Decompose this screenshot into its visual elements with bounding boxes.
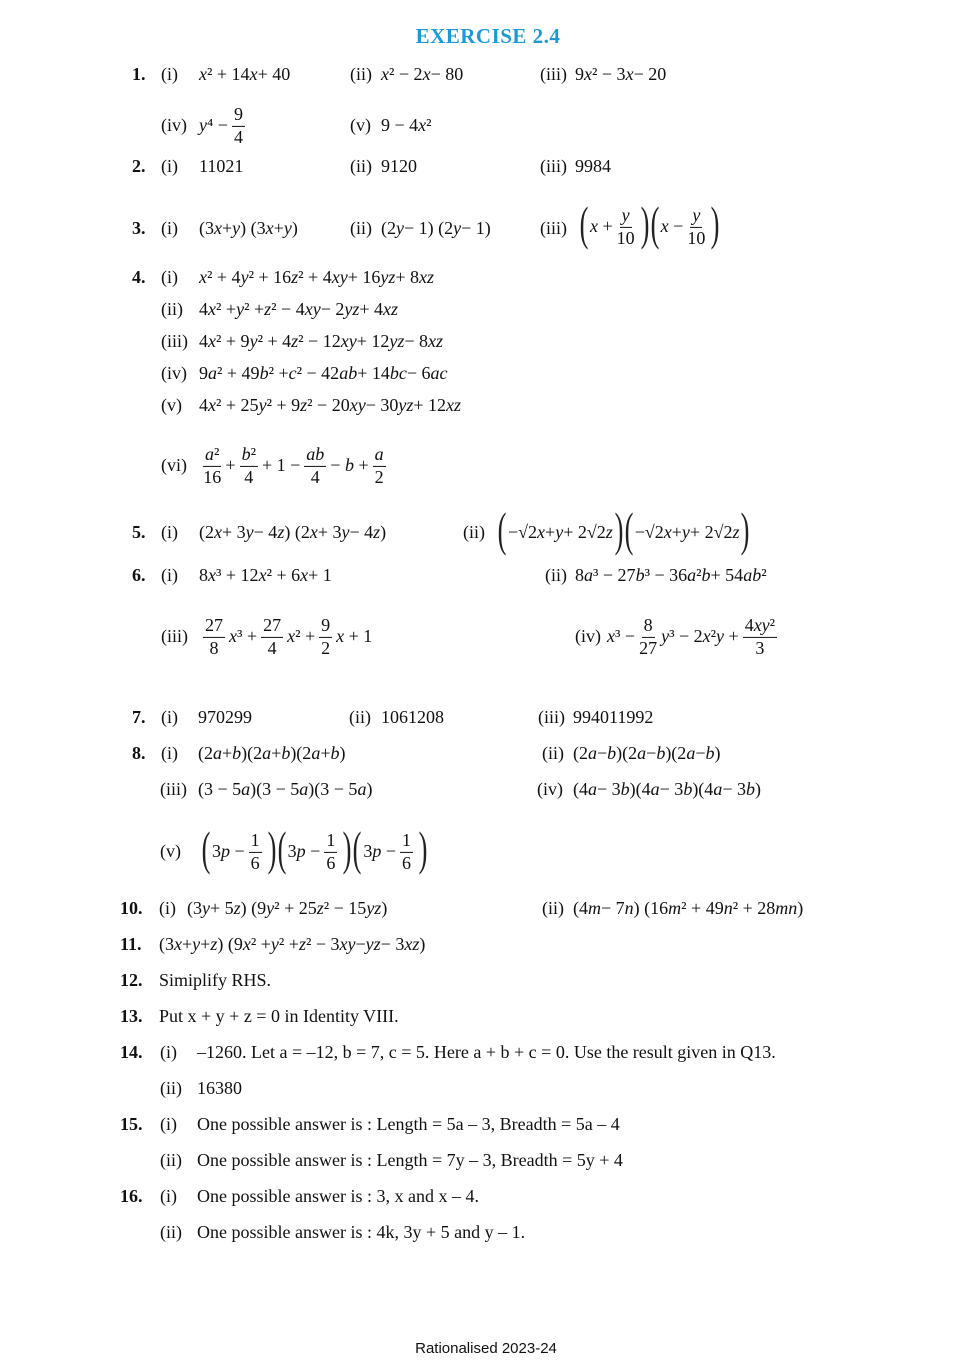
answer-expression: 4 x ² + 9 y ² + 4 z ² − 12 xy + 12 yz − 8 xz xyxy=(199,331,443,352)
factor xyxy=(202,830,276,874)
factor xyxy=(580,205,649,249)
part-label: (iv) xyxy=(575,626,601,647)
fraction xyxy=(319,615,332,659)
denominator: 6 xyxy=(250,852,260,873)
numerator: 8 xyxy=(642,615,655,638)
fraction xyxy=(240,444,258,488)
exercise-title: EXERCISE 2.4 xyxy=(415,24,561,48)
fraction xyxy=(617,205,635,249)
operator: − b + xyxy=(330,455,369,476)
answer-expression: 1061208 xyxy=(381,707,444,728)
part-label: (ii) xyxy=(160,1078,182,1099)
answer-expression: (3 x + y + z ) (9 x ² + y ² + z ² − 3 xy − yz − 3 xz ) xyxy=(159,934,426,955)
fraction xyxy=(400,830,413,874)
expr-text: ( x + xyxy=(590,216,613,237)
question-number: 10. xyxy=(120,898,143,919)
answer-expression: 9984 xyxy=(575,156,611,177)
answer-expression: 8 x ³ + 12 x ² + 6 x + 1 xyxy=(199,565,332,586)
part-label: (i) xyxy=(159,898,176,919)
answer-text: One possible answer is : Length = 5a – 3, Breadth = 5a – 4 xyxy=(197,1114,620,1135)
part-label: (ii) xyxy=(350,64,372,85)
question-number: 7. xyxy=(132,707,146,728)
answer-expression: 4 x ² + y ² + z ² − 4 xy − 2 yz + 4 xz xyxy=(199,299,398,320)
part-label: (i) xyxy=(160,1042,177,1063)
denominator: 10 xyxy=(687,227,706,248)
answer-expression: 970299 xyxy=(198,707,252,728)
part-label: (ii) xyxy=(545,565,567,586)
expr-text: y⁴ − xyxy=(199,115,228,136)
part-label: (iii) xyxy=(540,218,567,239)
answer-expression: 9 − 4 x ² xyxy=(381,115,432,136)
answer-expression: 8 a ³ − 27 b ³ − 36 a ² b + 54 ab ² xyxy=(575,565,767,586)
denominator: 3 xyxy=(755,637,765,658)
answer-expression: x ² + 4 y ² + 16 z ² + 4 xy + 16 yz + 8 xz xyxy=(199,267,434,288)
part-label: (i) xyxy=(161,707,178,728)
denominator: 8 xyxy=(209,637,219,658)
part-label: (ii) xyxy=(350,156,372,177)
answer-expression: 11021 xyxy=(199,156,244,177)
answer-expression: x ² − 2 x − 80 xyxy=(381,64,464,85)
part-label: (iii) xyxy=(540,64,567,85)
answer-expression: (4 m − 7 n ) (16 m ² + 49 n ² + 28 mn ) xyxy=(573,898,804,919)
question-number: 14. xyxy=(120,1042,143,1063)
part-label: (iv) xyxy=(161,363,187,384)
part-label: (i) xyxy=(160,1114,177,1135)
answer-expression: (3 − 5 a )(3 − 5 a )(3 − 5 a ) xyxy=(198,779,373,800)
question-number: 15. xyxy=(120,1114,143,1135)
denominator: 6 xyxy=(401,852,411,873)
factor: ( −√2 x + y + 2√2 z ) xyxy=(498,517,623,549)
answer-text: One possible answer is : 4k, 3y + 5 and y – 1. xyxy=(197,1222,526,1243)
answer-text: One possible answer is : Length = 7y – 3, Breadth = 5y + 4 xyxy=(197,1150,623,1171)
part-label: (iii) xyxy=(161,626,188,647)
answer-expression xyxy=(580,205,721,249)
question-number: 1. xyxy=(132,64,146,85)
part-label: (iii) xyxy=(160,779,187,800)
part-label: (i) xyxy=(161,156,178,177)
answer-expression: (2 x + 3 y − 4 z ) (2 x + 3 y − 4 z ) xyxy=(199,522,387,543)
operator: + 1 − xyxy=(261,455,301,476)
part-label: (iii) xyxy=(540,156,567,177)
answer-text: Simiplify RHS. xyxy=(159,970,272,991)
expr-text: x² + xyxy=(287,626,316,647)
answer-text: 16380 xyxy=(197,1078,242,1099)
expr-text: ( 3p − xyxy=(212,841,245,862)
factor xyxy=(278,830,352,874)
question-number: 11. xyxy=(120,934,142,955)
part-label: (ii) xyxy=(463,522,485,543)
answer-expression: 9120 xyxy=(381,156,417,177)
fraction xyxy=(203,444,221,488)
fraction xyxy=(687,205,705,249)
denominator: 2 xyxy=(374,466,384,487)
fraction xyxy=(203,615,225,659)
answer-expression xyxy=(199,104,249,148)
fraction xyxy=(249,830,262,874)
question-number: 16. xyxy=(120,1186,143,1207)
numerator: y xyxy=(620,205,632,228)
answer-expression: 4 x ² + 25 y ² + 9 z ² − 20 xy − 30 yz + 12 xz xyxy=(199,395,461,416)
numerator: y xyxy=(690,205,702,228)
answer-expression: (3 x + y ) (3 x + y ) xyxy=(199,218,298,239)
part-label: (i) xyxy=(161,522,178,543)
part-label: (i) xyxy=(161,743,178,764)
expr-text: ( 3p − xyxy=(287,841,321,862)
answer-expression: (3 y + 5 z ) (9 y ² + 25 z ² − 15 yz ) xyxy=(187,898,388,919)
question-number: 5. xyxy=(132,522,146,543)
answer-expression xyxy=(498,517,751,549)
part-label: (iv) xyxy=(161,115,187,136)
numerator: 1 xyxy=(249,830,262,853)
question-number: 6. xyxy=(132,565,146,586)
part-label: (i) xyxy=(161,267,178,288)
answer-expression xyxy=(202,830,429,874)
page-footer: Rationalised 2023-24 xyxy=(415,1340,557,1357)
part-label: (iii) xyxy=(538,707,565,728)
part-label: (i) xyxy=(161,565,178,586)
question-number: 8. xyxy=(132,743,146,764)
part-label: (iv) xyxy=(537,779,563,800)
factor: ( −√2 x + y + 2√2 z ) xyxy=(625,517,750,549)
fraction xyxy=(743,615,777,659)
question-number: 4. xyxy=(132,267,146,288)
answer-text: –1260. Let a = –12, b = 7, c = 5. Here a + b + c = 0. Use the result given in Q13. xyxy=(197,1042,776,1063)
expr-text: y³ − 2x²y + xyxy=(661,626,739,647)
answer-expression: x ² + 14 x + 40 xyxy=(199,64,291,85)
denominator: 27 xyxy=(639,637,658,658)
part-label: (v) xyxy=(160,841,181,862)
part-label: (ii) xyxy=(160,1222,182,1243)
numerator: a² xyxy=(203,444,221,467)
expr-text: x³ − xyxy=(607,626,636,647)
part-label: (v) xyxy=(161,395,182,416)
expr-text: ( x − xyxy=(660,216,684,237)
part-label: (vi) xyxy=(161,455,187,476)
numerator: 1 xyxy=(400,830,413,853)
answer-expression: 9 a ² + 49 b ² + c ² − 42 ab + 14 bc − 6 ac xyxy=(199,363,448,384)
part-label: (i) xyxy=(161,218,178,239)
denominator: 6 xyxy=(326,852,336,873)
part-label: (ii) xyxy=(349,707,371,728)
numerator: 27 xyxy=(203,615,225,638)
denominator: 4 xyxy=(244,466,254,487)
numerator: 1 xyxy=(324,830,337,853)
numerator: ab xyxy=(304,444,326,467)
question-number: 12. xyxy=(120,970,143,991)
fraction xyxy=(261,615,283,659)
question-number: 2. xyxy=(132,156,146,177)
answer-expression: 994011992 xyxy=(573,707,654,728)
answer-text: One possible answer is : 3, x and x – 4. xyxy=(197,1186,479,1207)
part-label: (ii) xyxy=(350,218,372,239)
answer-expression xyxy=(607,615,781,659)
fraction xyxy=(639,615,657,659)
part-label: (v) xyxy=(350,115,371,136)
denominator: 16 xyxy=(203,466,222,487)
part-label: (i) xyxy=(161,64,178,85)
factor xyxy=(651,205,720,249)
answer-expression: (2 y − 1) (2 y − 1) xyxy=(381,218,491,239)
answer-expression: (2 a − b )(2 a − b )(2 a − b ) xyxy=(573,743,721,764)
answer-expression: (2 a + b )(2 a + b )(2 a + b ) xyxy=(198,743,346,764)
part-label: (ii) xyxy=(542,743,564,764)
answer-text: Put x + y + z = 0 in Identity VIII. xyxy=(159,1006,399,1027)
expr-text: ( 3p − xyxy=(363,841,396,862)
fraction xyxy=(232,104,245,148)
answer-expression xyxy=(199,615,372,659)
denominator: 2 xyxy=(321,637,331,658)
part-label: (ii) xyxy=(161,299,183,320)
expr-text: x + 1 xyxy=(336,626,373,647)
answer-expression: 9 x ² − 3 x − 20 xyxy=(575,64,667,85)
answer-expression: (4 a − 3 b )(4 a − 3 b )(4 a − 3 b ) xyxy=(573,779,761,800)
denominator: 10 xyxy=(616,227,635,248)
answer-expression xyxy=(199,444,390,488)
numerator: 9 xyxy=(232,104,245,127)
operator: + xyxy=(225,455,236,476)
denominator: 4 xyxy=(233,126,243,147)
fraction xyxy=(324,830,337,874)
numerator: 9 xyxy=(319,615,332,638)
question-number: 3. xyxy=(132,218,146,239)
fraction xyxy=(373,444,386,488)
numerator: a xyxy=(373,444,386,467)
denominator: 4 xyxy=(267,637,277,658)
numerator: 27 xyxy=(261,615,283,638)
part-label: (iii) xyxy=(161,331,188,352)
factor xyxy=(353,830,427,874)
denominator: 4 xyxy=(310,466,320,487)
part-label: (i) xyxy=(160,1186,177,1207)
part-label: (ii) xyxy=(160,1150,182,1171)
expr-text: x³ + xyxy=(229,626,258,647)
question-number: 13. xyxy=(120,1006,143,1027)
numerator: 4xy² xyxy=(743,615,777,638)
part-label: (ii) xyxy=(542,898,564,919)
numerator: b² xyxy=(240,444,258,467)
fraction xyxy=(304,444,326,488)
